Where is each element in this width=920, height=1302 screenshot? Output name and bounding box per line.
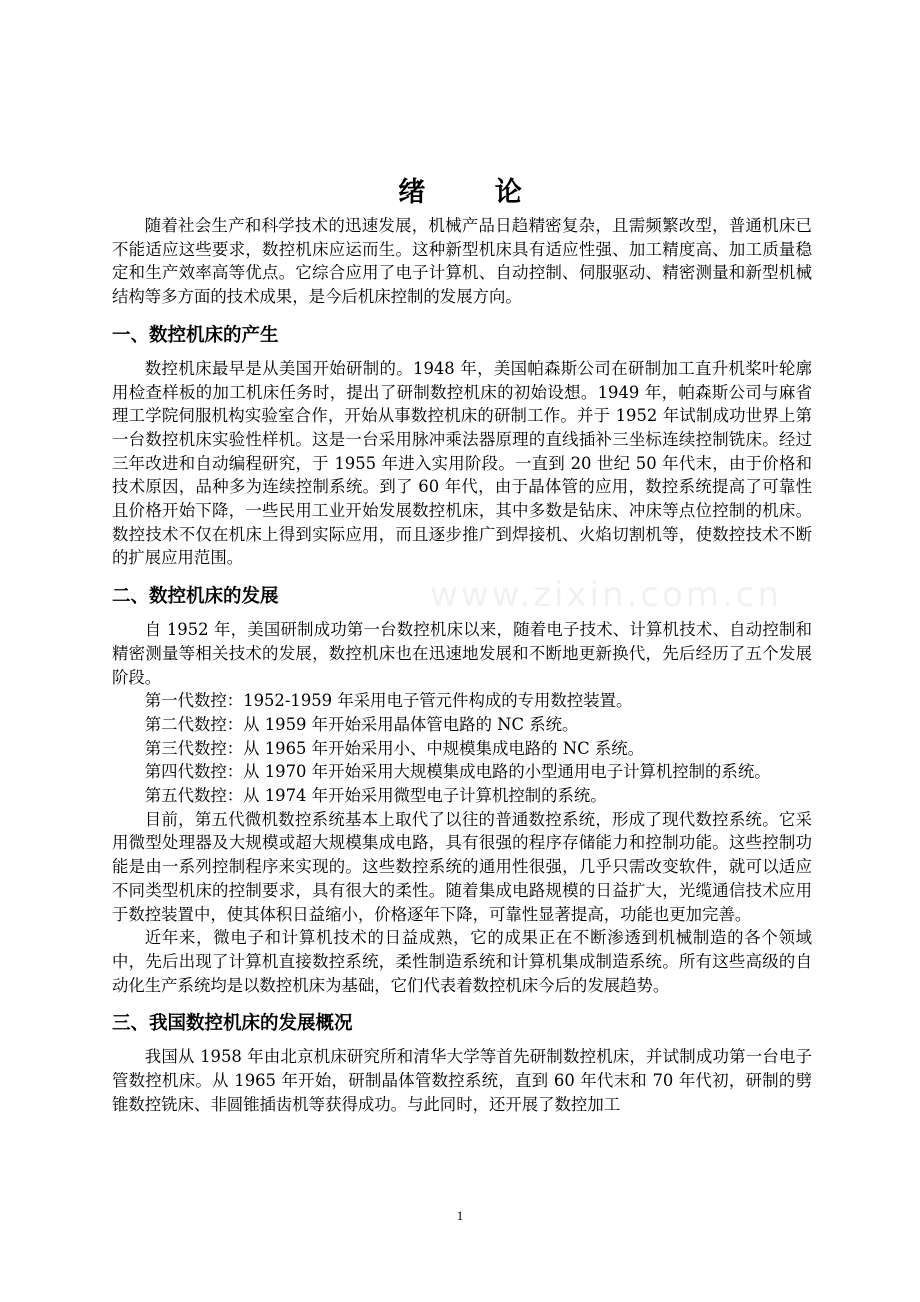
document-body [112,214,812,1117]
section2-paragraph-1: 自 1952 年，美国研制成功第一台数控机床以来，随着电子技术、计算机技术、自动控制和精密测量等相关技术的发展，数控机床也在迅速地发展和不断地更新换代，先后经历了五个发展阶段。 [112,620,812,687]
generation-5-item: 第五代数控：从 1974 年开始采用微型电子计算机控制的系统。 [144,786,607,806]
generation-3-item: 第三代数控：从 1965 年开始采用小、中规模集成电路的 NC 系统。 [144,738,644,758]
section2-paragraph-3: 近年来，微电子和计算机技术的日益成熟，它的成果正在不断渗透到机械制造的各个领域中，先后出现了计算机直接数控系统，柔性制造系统和计算机集成制造系统。所有这些高级的自动化生产系统均是以数控机床为基础，它们代表着数控机床今后的发展趋势。 [112,928,812,995]
page-title: 绪 论 [398,177,552,208]
generation-1-item: 第一代数控：1952-1959 年采用电子管元件构成的专用数控装置。 [144,691,633,711]
section1-paragraph: 数控机床最早是从美国开始研制的。1948 年，美国帕森斯公司在研制加工直升机桨叶轮廓用检查样板的加工机床任务时，提出了研制数控机床的初始设想。1949 年，帕森斯公司与麻省理工学院伺服机构实验室合作，开始从事数控机床的研制工作。并于 1952 年试制成功世界上第一台数控机床实验性样机。这是一台采用脉冲乘法器原理的直线插补三坐标连续控制铣床。经过三年改进和自动编程研究，于 1955 年进入实用阶段。一直到 20 世纪 50 年代末，由于价格和技术原因，品种多为连续控制系统。到了 60 年代，由于晶体管的应用，数控系统提高了可靠性且价格开始下降，一些民用工业开始发展数控机床，其中多数是钻床、冲床等点位控制的机床。数控技术不仅在机床上得到实际应用，而且逐步推广到焊接机、火焰切割机等，使数控技术不断的扩展应用范围。 [112,358,812,568]
intro-paragraph: 随着社会生产和科学技术的迅速发展，机械产品日趋精密复杂，且需频繁改型，普通机床已不能适应这些要求，数控机床应运而生。这种新型机床具有适应性强、加工精度高、加工质量稳定和生产效率高等优点。它综合应用了电子计算机、自动控制、伺服驱动、精密测量和新型机械结构等多方面的技术成果，是今后机床控制的发展方向。 [112,216,812,307]
watermark: www.zixin.com.cn [430,575,782,615]
section-heading-1: 一、数控机床的产生 [112,324,279,346]
section2-paragraph-2: 目前，第五代微机数控系统基本上取代了以往的普通数控系统，形成了现代数控系统。它采用微型处理器及大规模或超大规模集成电路，具有很强的程序存储能力和控制功能。这些控制功能是由一系列控制程序来实现的。这些数控系统的通用性很强，几乎只需改变软件，就可以适应不同类型机床的控制要求，具有很大的柔性。随着集成电路规模的日益扩大，光缆通信技术应用于数控装置中，使其体积日益缩小，价格逐年下降，可靠性显著提高，功能也更加完善。 [112,809,812,924]
section3-paragraph: 我国从 1958 年由北京机床研究所和清华大学等首先研制数控机床，并试制成功第一台电子管数控机床。从 1965 年开始，研制晶体管数控系统，直到 60 年代末和 70 年代初，研制的劈锥数控铣床、非圆锥插齿机等获得成功。与此同时，还开展了数控加工 [112,1047,812,1114]
generation-4-item: 第四代数控：从 1970 年开始采用大规模集成电路的小型通用电子计算机控制的系统。 [144,762,771,782]
page-number: 1 [456,1208,464,1223]
section-heading-3: 三、我国数控机床的发展概况 [112,1013,353,1035]
section-heading-2: 二、数控机床的发展 [112,586,279,608]
generation-2-item: 第二代数控：从 1959 年开始采用晶体管电路的 NC 系统。 [144,714,579,734]
